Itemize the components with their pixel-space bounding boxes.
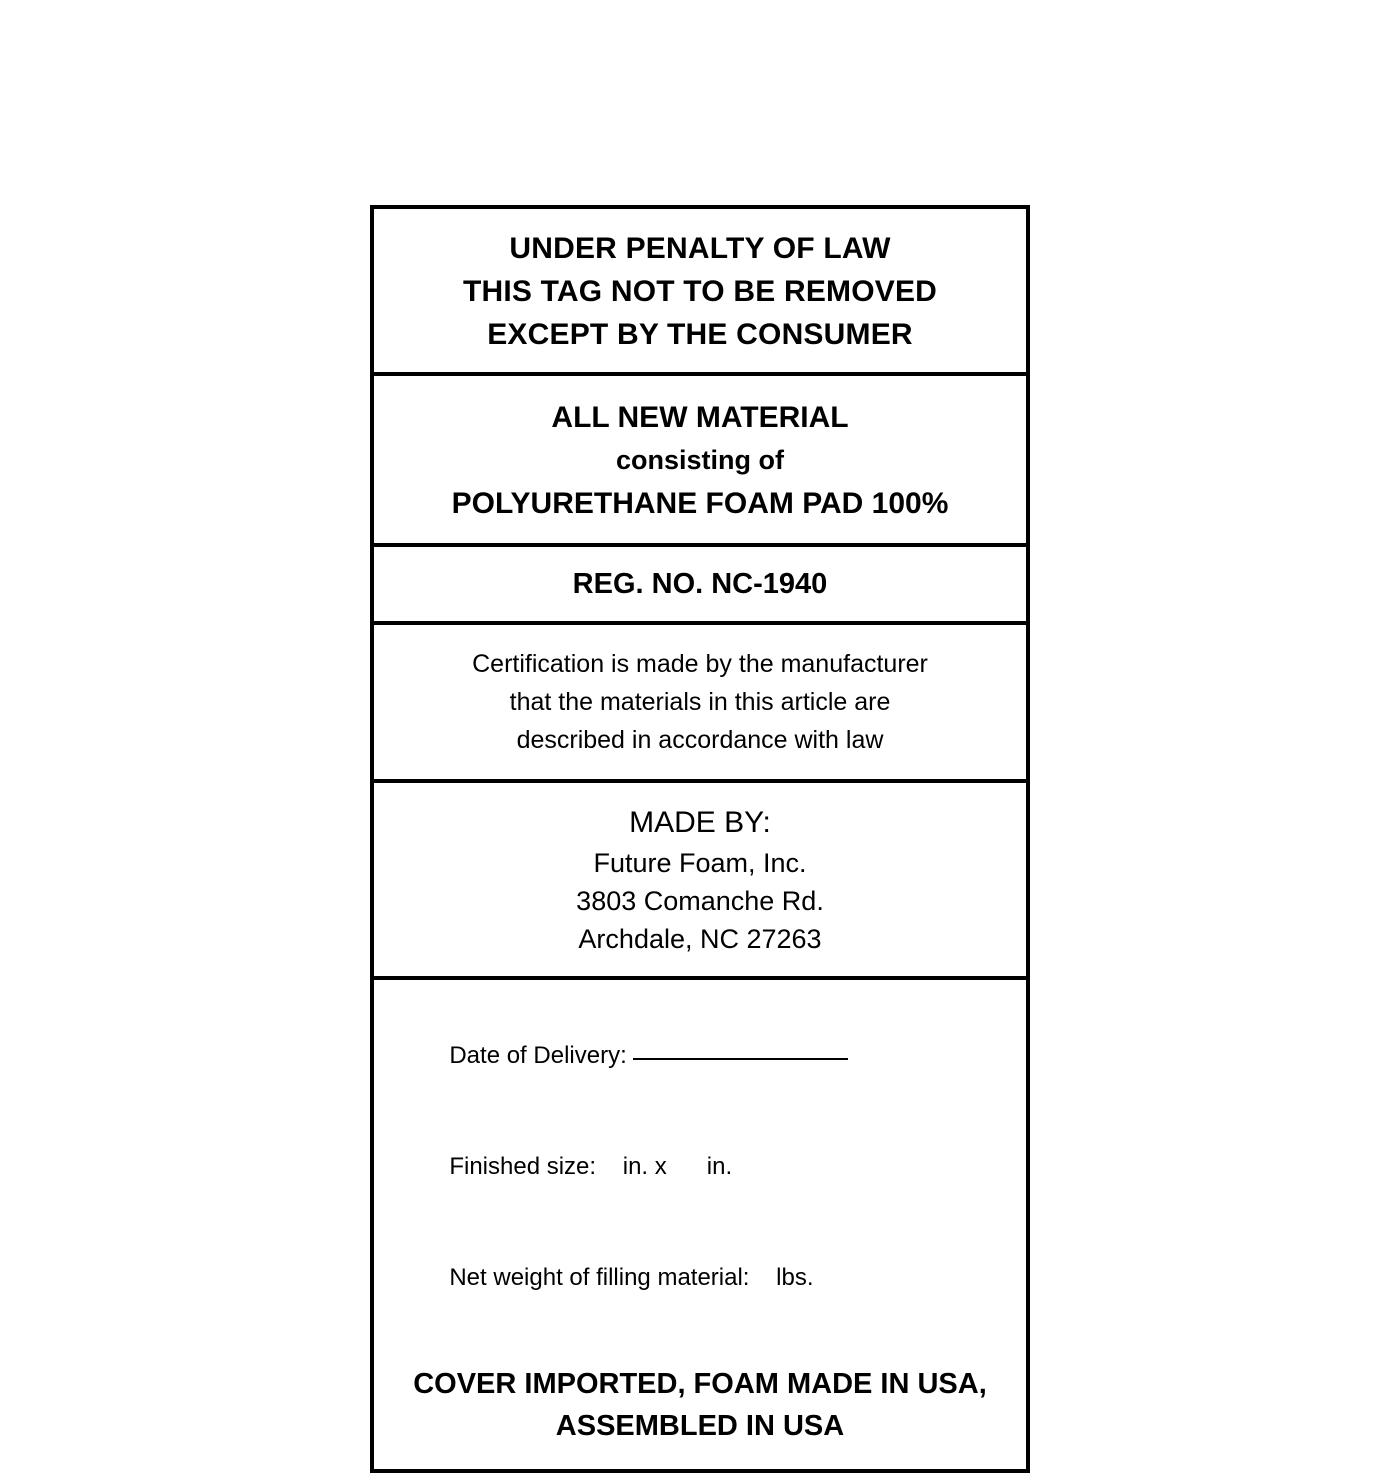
net-weight-label: Net weight of filling material: bbox=[449, 1264, 750, 1291]
fillable-fields-section bbox=[374, 980, 1026, 1469]
origin-statement bbox=[396, 1363, 1004, 1447]
certification-line-3: described in accordance with law bbox=[516, 726, 884, 754]
finished-size-label: Finished size: bbox=[449, 1153, 597, 1180]
date-of-delivery-input[interactable] bbox=[633, 1058, 848, 1060]
material-line-3: POLYURETHANE FOAM PAD 100% bbox=[451, 487, 949, 520]
certification-section bbox=[374, 625, 1026, 783]
date-of-delivery-label: Date of Delivery: bbox=[449, 1042, 627, 1069]
penalty-notice-line-3: EXCEPT BY THE CONSUMER bbox=[487, 318, 913, 351]
manufacturer-street: 3803 Comanche Rd. bbox=[576, 886, 824, 916]
manufacturer-city-state-zip: Archdale, NC 27263 bbox=[578, 924, 822, 954]
date-of-delivery-row bbox=[396, 1000, 1004, 1111]
finished-size-value[interactable]: in. x in. bbox=[622, 1153, 733, 1180]
origin-line-2: ASSEMBLED IN USA bbox=[555, 1410, 845, 1442]
certification-line-1: Certification is made by the manufacturer bbox=[472, 650, 928, 678]
law-label-tag bbox=[370, 205, 1030, 1473]
net-weight-row bbox=[396, 1222, 1004, 1333]
penalty-notice-line-2: THIS TAG NOT TO BE REMOVED bbox=[462, 275, 938, 308]
material-line-1: ALL NEW MATERIAL bbox=[551, 401, 849, 434]
penalty-notice-section bbox=[374, 209, 1026, 376]
manufacturer-section bbox=[374, 783, 1026, 980]
net-weight-value[interactable]: lbs. bbox=[776, 1264, 814, 1291]
certification-line-2: that the materials in this article are bbox=[509, 688, 891, 716]
finished-size-row bbox=[396, 1111, 1004, 1222]
penalty-notice-line-1: UNDER PENALTY OF LAW bbox=[509, 232, 891, 265]
registration-section bbox=[374, 547, 1026, 625]
registration-number: REG. NO. NC-1940 bbox=[572, 568, 828, 600]
manufacturer-company: Future Foam, Inc. bbox=[593, 848, 807, 878]
material-line-2: consisting of bbox=[616, 445, 784, 475]
manufacturer-heading: MADE BY: bbox=[629, 806, 771, 839]
material-section bbox=[374, 376, 1026, 547]
origin-line-1: COVER IMPORTED, FOAM MADE IN USA, bbox=[413, 1368, 987, 1400]
